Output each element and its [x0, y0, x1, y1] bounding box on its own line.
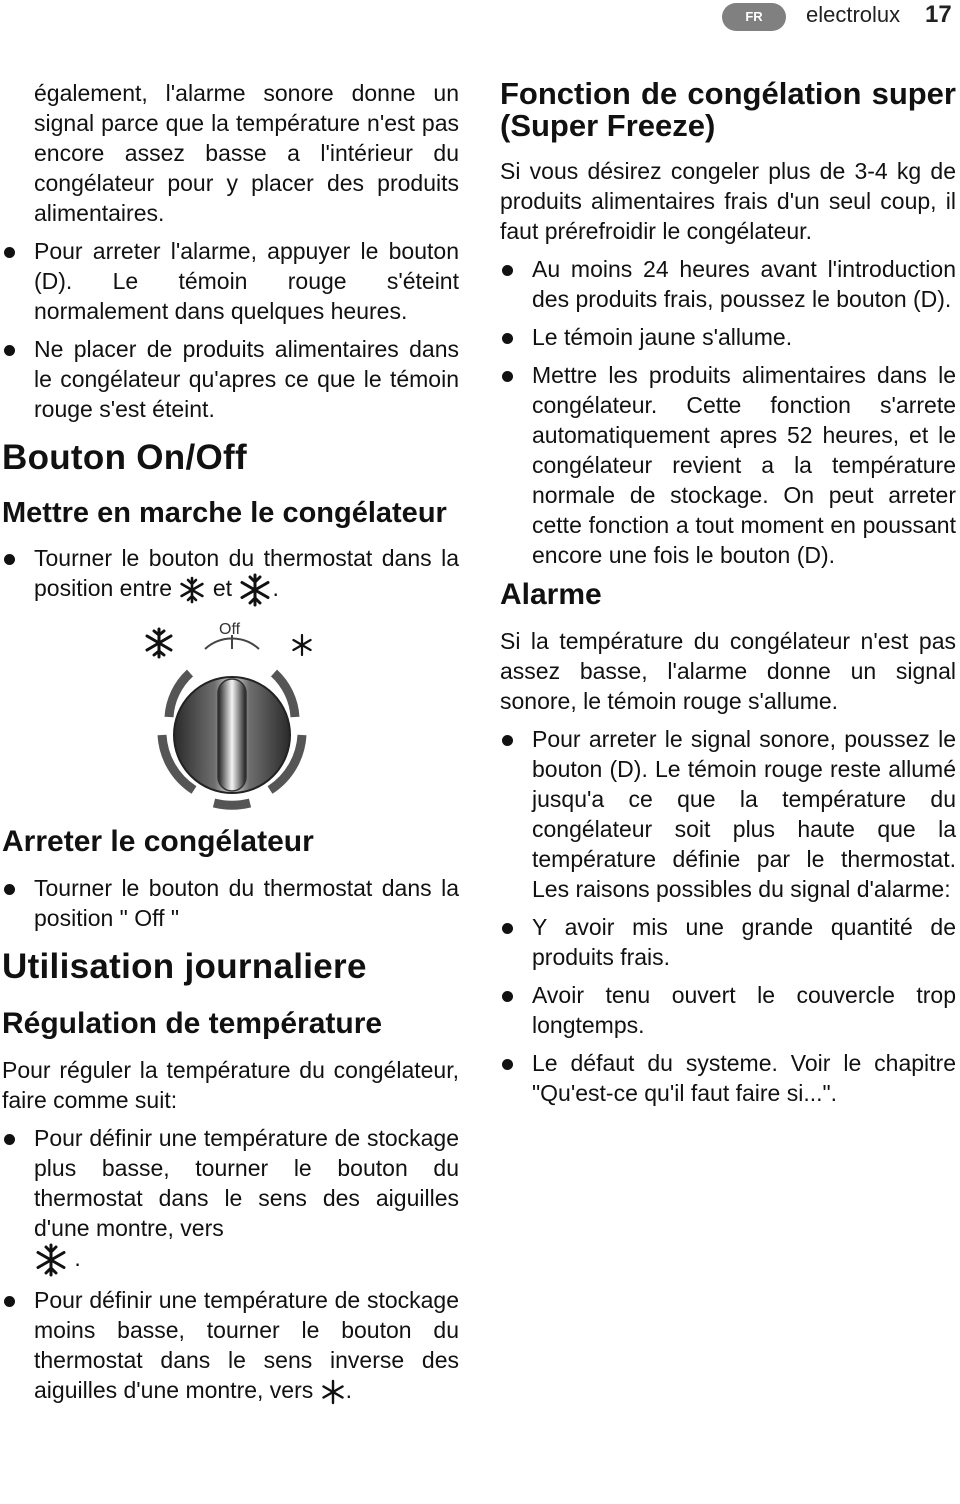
list-item: Avoir tenu ouvert le couvercle trop longtemps.: [500, 980, 956, 1040]
super-freeze-paragraph: Si vous désirez congeler plus de 3-4 kg de produits alimentaires frais d'un seul coup, il faut prérefroidir le congélateur.: [500, 158, 956, 244]
bullet-icon: [4, 1296, 15, 1307]
right-column: [500, 78, 956, 1116]
regulation-paragraph: Pour réguler la température du congélateur, faire comme suit:: [2, 1057, 459, 1113]
snowflake-large-icon: [34, 1243, 68, 1277]
list-item: Pour arreter l'alarme, appuyer le bouton (D). Le témoin rouge s'éteint normalement dans quelques heures.: [2, 236, 459, 326]
alarme-paragraph: Si la température du congélateur n'est pas assez basse, l'alarme donne un signal sonore, le témoin rouge s'allume.: [500, 628, 956, 714]
bullet-icon: [502, 1059, 513, 1070]
heading-utilisation: Utilisation journaliere: [2, 947, 367, 986]
list-item: Tourner le bouton du thermostat dans la position " Off ": [2, 873, 459, 933]
list-item: Y avoir mis une grande quantité de produits frais.: [500, 912, 956, 972]
list-item: Au moins 24 heures avant l'introduction des produits frais, poussez le bouton (D).: [500, 254, 956, 314]
bullet-icon: [4, 884, 15, 895]
bullet-icon: [502, 991, 513, 1002]
heading-alarme: Alarme: [500, 578, 602, 611]
bullet-icon: [502, 265, 513, 276]
bullet-icon: [502, 333, 513, 344]
bullet-icon: [502, 923, 513, 934]
list-item: Mettre les produits alimentaires dans le congélateur. Cette fonction s'arrete automatiquement apres 52 heures, et le congélateur revient a la température normale de stockage. On peut arreter cette fonction a tout moment en poussant encore une fois le bouton (D).: [500, 360, 956, 570]
heading-regulation: Régulation de température: [2, 1007, 383, 1040]
page-number: 17: [925, 1, 952, 28]
heading-arreter: Arreter le congélateur: [2, 825, 314, 858]
bullet-icon: [4, 247, 15, 258]
snowflake-large-icon: [238, 573, 272, 607]
left-column: [2, 78, 459, 1413]
heading-super-freeze: Fonction de congélation super (Super Freeze): [500, 76, 956, 143]
thermostat-knob-illustration: [2, 615, 459, 815]
list-item: Tourner le bouton du thermostat dans la position entre et .: [2, 543, 459, 607]
snowflake-small-icon: [178, 576, 206, 604]
thermostat-knob: [132, 615, 332, 815]
heading-bouton-onoff: Bouton On/Off: [2, 438, 247, 477]
snowflake-small-icon: [320, 1379, 346, 1405]
brand-name: electrolux: [806, 2, 901, 27]
intro-paragraph: également, l'alarme sonore donne un signal parce que la température n'est pas encore assez basse a l'intérieur du congélateur pour y placer des produits alimentaires.: [34, 80, 459, 226]
list-item: Pour définir une température de stockage moins basse, tourner le bouton du thermostat dans le sens inverse des aiguilles d'une montre, vers .: [2, 1285, 459, 1405]
bullet-icon: [4, 554, 15, 565]
list-item: Pour arreter le signal sonore, poussez le bouton (D). Le témoin rouge reste allumé jusqu'a ce que la température du congélateur soit plus haute que la température définie par le thermostat. Les raisons possibles du signal d'alarme:: [500, 724, 956, 904]
bullet-icon: [4, 345, 15, 356]
arreter-list: [2, 873, 459, 933]
list-item: Le défaut du systeme. Voir le chapitre "Qu'est-ce qu'il faut faire si...".: [500, 1048, 956, 1108]
language-badge: FR: [722, 3, 786, 31]
knob-off-label: Off: [219, 621, 241, 638]
regulation-list: [2, 1123, 459, 1405]
list-item: Le témoin jaune s'allume.: [500, 322, 956, 352]
bullet-icon: [4, 1134, 15, 1145]
alarme-list: [500, 724, 956, 1108]
onoff-list: [2, 543, 459, 607]
alarm-list: [2, 236, 459, 424]
heading-mettre-en-marche: Mettre en marche le congélateur: [2, 497, 447, 529]
page-header: [0, 0, 960, 34]
bullet-icon: [502, 371, 513, 382]
bullet-icon: [502, 735, 513, 746]
list-item: Ne placer de produits alimentaires dans le congélateur qu'apres ce que le témoin rouge s'est éteint.: [2, 334, 459, 424]
super-freeze-list: [500, 254, 956, 570]
list-item: Pour définir une température de stockage plus basse, tourner le bouton du thermostat dans le sens des aiguilles d'une montre, vers .: [2, 1123, 459, 1277]
